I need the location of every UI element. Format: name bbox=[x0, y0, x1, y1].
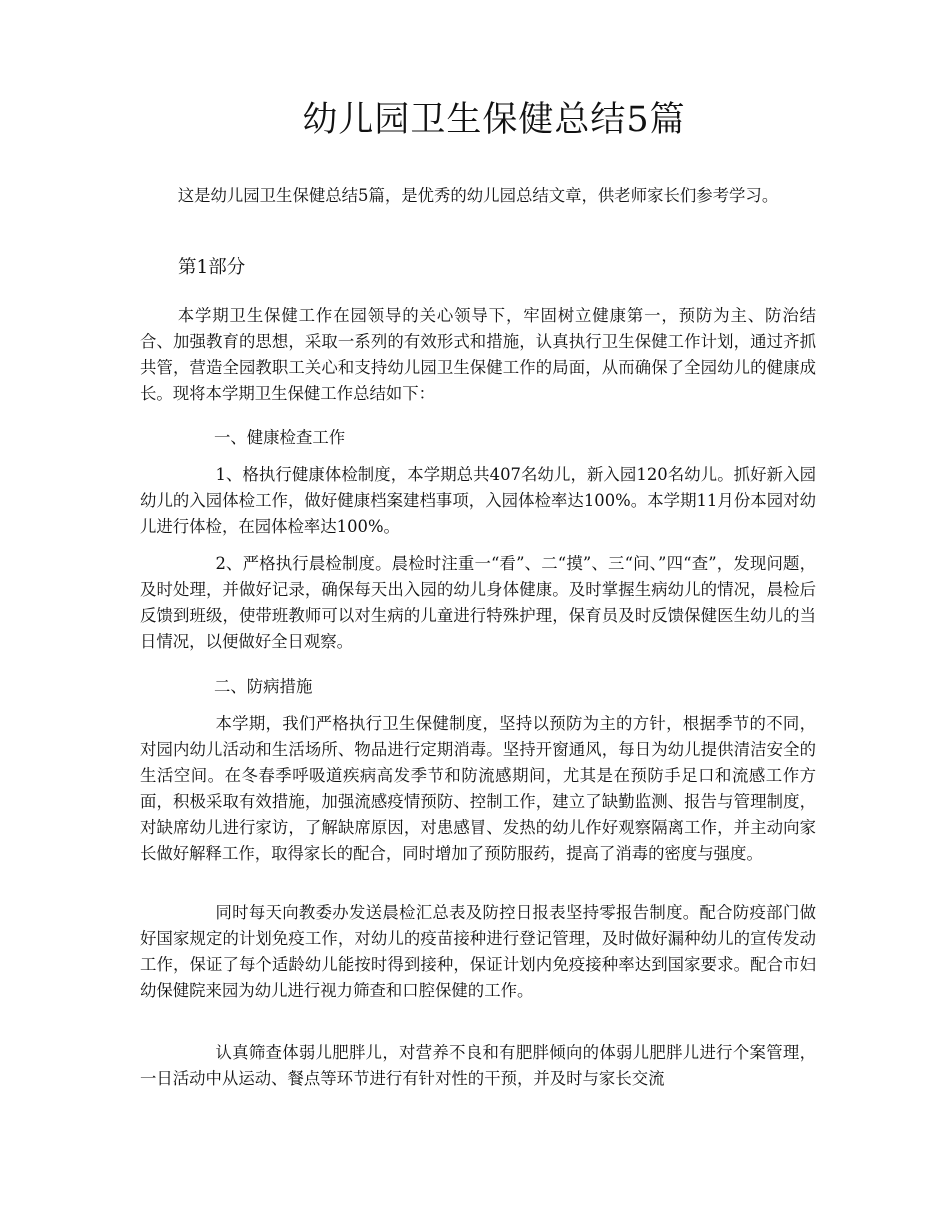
part-heading: 第1部分 bbox=[178, 257, 246, 278]
paragraph-vaccination: 同时每天向教委办发送晨检汇总表及防控日报表坚持零报告制度。配合防疫部门做好国家规定的计划免疫工作，对幼儿的疫苗接种进行登记管理，及时做好漏种幼儿的宣传发动工作，保证了每个适龄幼儿能按时得到接种，保证计划内免疫接种率达到国家要求。配合市妇幼保健院来园为幼儿进行视力筛查和口腔保健的工作。 bbox=[140, 903, 816, 1000]
section-heading-disease-prevention: 二、防病措施 bbox=[214, 677, 313, 696]
intro-paragraph: 这是幼儿园卫生保健总结5篇，是优秀的幼儿园总结文章，供老师家长们参考学习。 bbox=[177, 186, 779, 205]
paragraph-morning-check: 2、严格执行晨检制度。晨检时注重一“看”、二“摸”、三“问、”四“查”，发现问题，及时处理，并做好记录，确保每天出入园的幼儿身体健康。及时掌握生病幼儿的情况，晨检后反馈到班级，使带班教师可以对生病的儿童进行特殊护理，保育员及时反馈保健医生幼儿的当日情况，以便做好全日观察。 bbox=[140, 554, 816, 651]
paragraph-health-exam: 1、格执行健康体检制度，本学期总共407名幼儿，新入园120名幼儿。抓好新入园幼儿的入园体检工作，做好健康档案建档事项，入园体检率达100%。本学期11月份本园对幼儿进行体检，在园体检率达100%。 bbox=[140, 465, 816, 536]
section-heading-health-check: 一、健康检查工作 bbox=[214, 428, 346, 447]
paragraph-weak-obese-children: 认真筛查体弱儿肥胖儿，对营养不良和有肥胖倾向的体弱儿肥胖儿进行个案管理，一日活动中从运动、餐点等环节进行有针对性的干预，并及时与家长交流 bbox=[140, 1043, 816, 1088]
document-title: 幼儿园卫生保健总结5篇 bbox=[302, 100, 686, 140]
paragraph-prevention-measures: 本学期，我们严格执行卫生保健制度，坚持以预防为主的方针，根据季节的不同，对园内幼儿活动和生活场所、物品进行定期消毒。坚持开窗通风，每日为幼儿提供清洁安全的生活空间。在冬春季呼吸道疾病高发季节和防流感期间，尤其是在预防手足口和流感工作方面，积极采取有效措施，加强流感疫情预防、控制工作，建立了缺勤监测、报告与管理制度，对缺席幼儿进行家访，了解缺席原因，对患感冒、发热的幼儿作好观察隔离工作，并主动向家长做好解释工作，取得家长的配合，同时增加了预防服药，提高了消毒的密度与强度。 bbox=[140, 714, 816, 863]
paragraph-summary-intro: 本学期卫生保健工作在园领导的关心领导下，牢固树立健康第一，预防为主、防治结合、加强教育的思想，采取一系列的有效形式和措施，认真执行卫生保健工作计划，通过齐抓共管，营造全园教职工关心和支持幼儿园卫生保健工作的局面，从而确保了全园幼儿的健康成长。现将本学期卫生保健工作总结如下： bbox=[140, 306, 816, 403]
